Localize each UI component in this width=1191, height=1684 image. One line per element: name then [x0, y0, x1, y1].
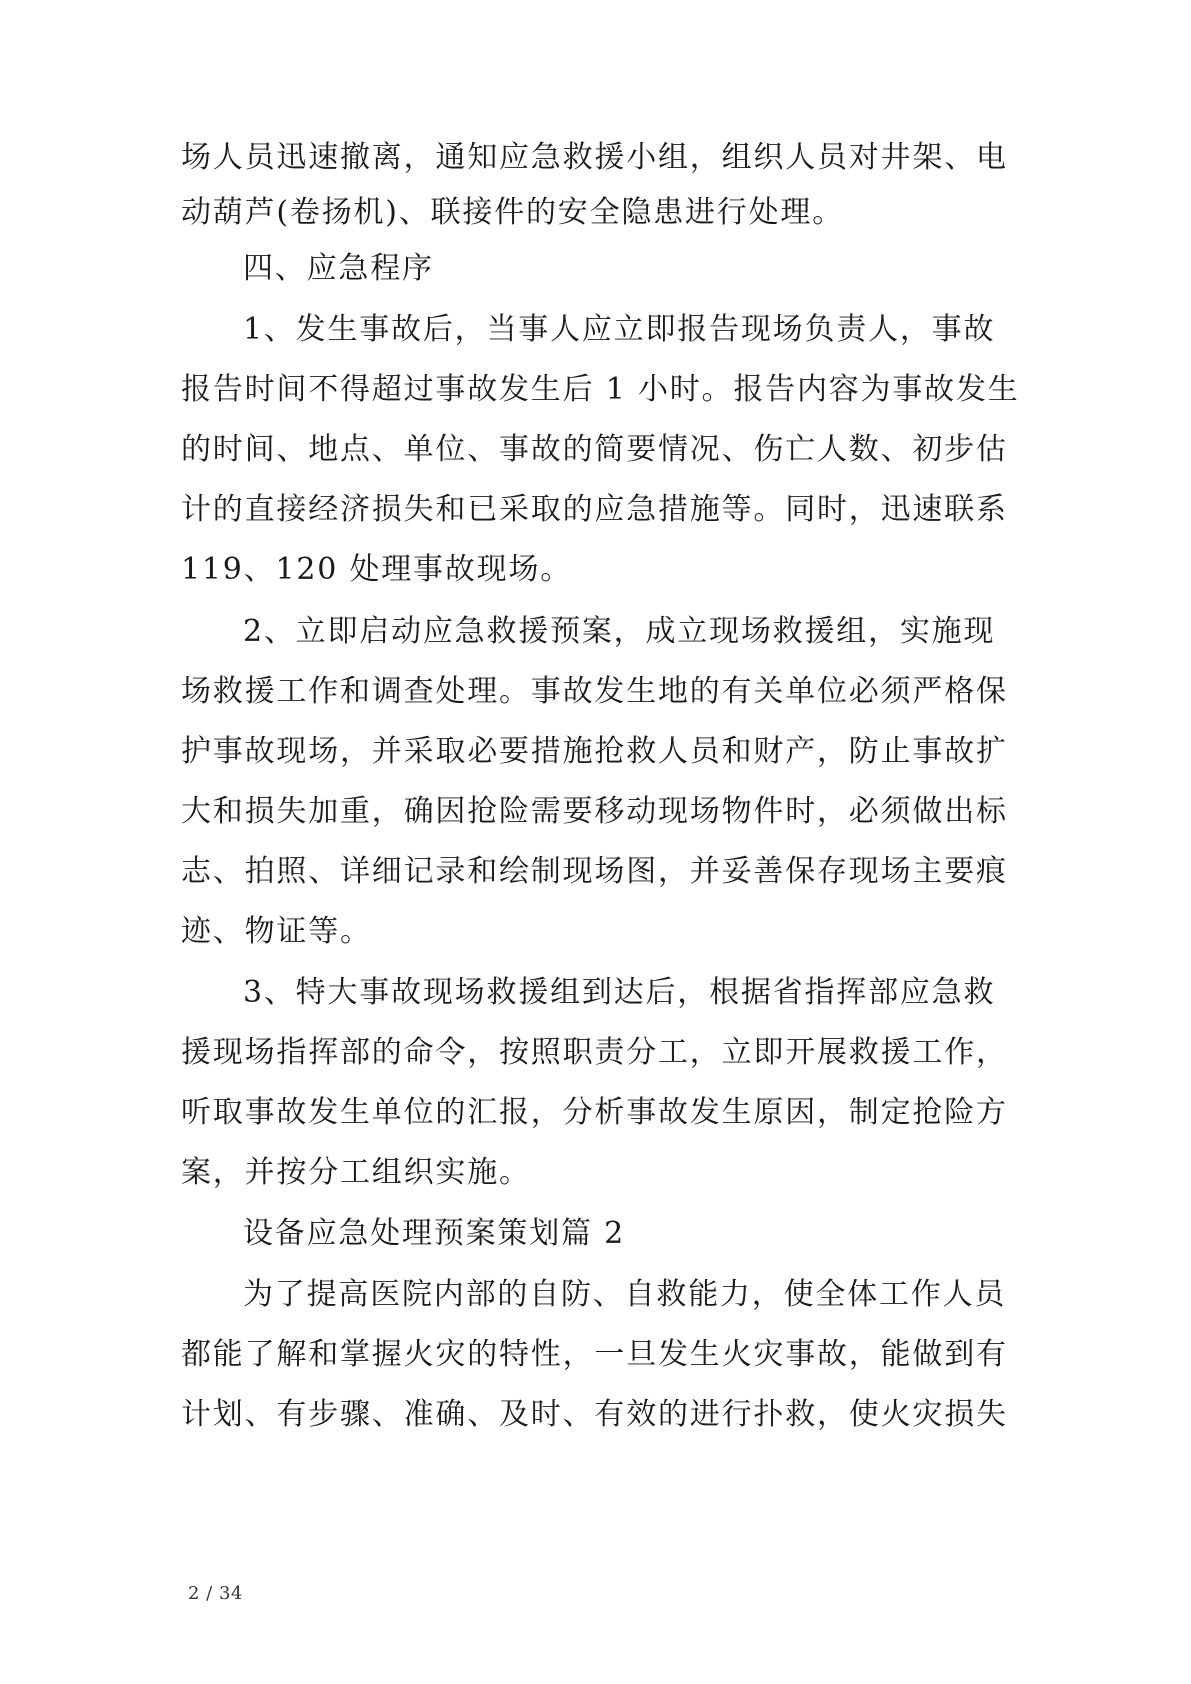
text-line: 为了提高医院内部的自防、自救能力，使全体工作人员 [243, 1277, 1007, 1312]
text-line: 2、立即启动应急救援预案，成立现场救援组，实施现 [243, 614, 996, 649]
text-line: 场救援工作和调查处理。事故发生地的有关单位必须严格保 [181, 674, 1008, 709]
text-line: 听取事故发生单位的汇报，分析事故发生原因，制定抢险方 [181, 1095, 1008, 1130]
section-heading: 四、应急程序 [243, 251, 434, 286]
text-line: 计的直接经济损失和已采取的应急措施等。同时，迅速联系 [181, 492, 1008, 527]
page-number: 2 / 34 [188, 1583, 243, 1604]
text-line: 计划、有步骤、准确、及时、有效的进行扑救，使火灾损失 [181, 1397, 1008, 1432]
section-title: 设备应急处理预案策划篇 2 [243, 1216, 626, 1251]
text-line: 迹、物证等。 [181, 914, 372, 949]
text-line: 大和损失加重，确因抢险需要移动现场物件时，必须做出标 [181, 794, 1008, 829]
text-line: 援现场指挥部的命令，按照职责分工，立即开展救援工作， [181, 1035, 1008, 1070]
text-line: 报告时间不得超过事故发生后 1 小时。报告内容为事故发生 [181, 372, 1020, 407]
text-line: 的时间、地点、单位、事故的简要情况、伤亡人数、初步估 [181, 432, 1008, 467]
text-line: 3、特大事故现场救援组到达后，根据省指挥部应急救 [243, 975, 996, 1010]
text-line: 1、发生事故后，当事人应立即报告现场负责人，事故 [243, 312, 996, 347]
text-line: 护事故现场，并采取必要措施抢救人员和财产，防止事故扩 [181, 734, 1008, 769]
text-line: 都能了解和掌握火灾的特性，一旦发生火灾事故，能做到有 [181, 1337, 1008, 1372]
text-line: 案，并按分工组织实施。 [181, 1155, 531, 1190]
text-line: 场人员迅速撤离，通知应急救援小组，组织人员对井架、电 [181, 140, 1008, 175]
text-line: 志、拍照、详细记录和绘制现场图，并妥善保存现场主要痕 [181, 854, 1008, 889]
text-line: 119、120 处理事故现场。 [181, 552, 573, 587]
text-line: 动葫芦(卷扬机)、联接件的安全隐患进行处理。 [181, 195, 845, 230]
